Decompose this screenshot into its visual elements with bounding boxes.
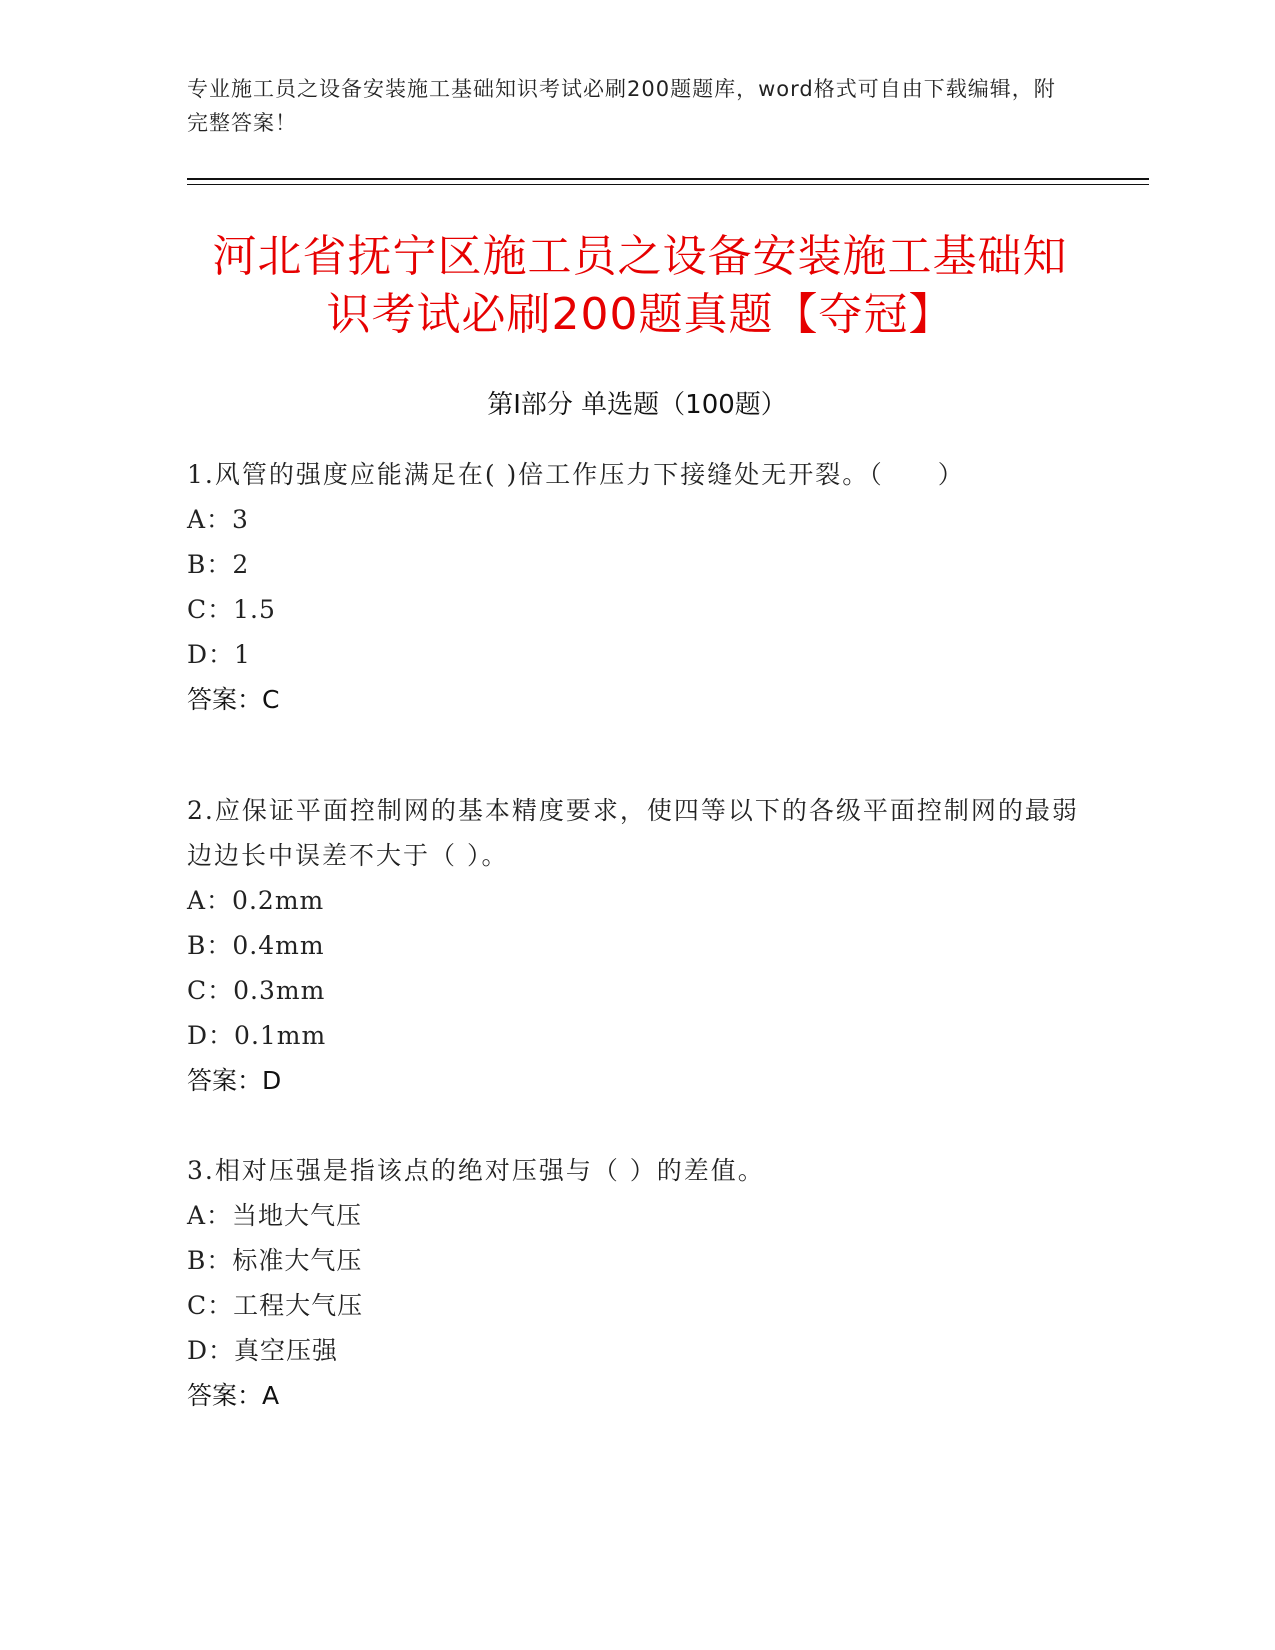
option-d: D：0.1mm <box>187 1021 327 1050</box>
section-heading: 第I部分 单选题（100题） <box>487 390 787 420</box>
option-c: C：1.5 <box>187 595 276 624</box>
option-c: C：0.3mm <box>187 976 326 1005</box>
question-1 <box>187 452 1087 722</box>
option-a: A：3 <box>187 505 249 534</box>
option-d: D：1 <box>187 640 251 669</box>
answer: 答案：C <box>187 685 280 714</box>
option-b: B：0.4mm <box>187 931 325 960</box>
question-text: 3.相对压强是指该点的绝对压强与（ ）的差值。 <box>187 1156 765 1185</box>
answer: 答案：A <box>187 1381 280 1410</box>
option-a: A：当地大气压 <box>187 1201 363 1230</box>
question-3 <box>187 1148 1087 1418</box>
question-text: 2.应保证平面控制网的基本精度要求，使四等以下的各级平面控制网的最弱边边长中误差不大于（ ）。 <box>187 796 1079 870</box>
header-note: 专业施工员之设备安装施工基础知识考试必刷200题题库，word格式可自由下载编辑，附完整答案！ <box>187 77 1056 135</box>
option-d: D：真空压强 <box>187 1336 339 1365</box>
option-b: B：2 <box>187 550 250 579</box>
question-2 <box>187 788 1087 1103</box>
question-text: 1.风管的强度应能满足在( )倍工作压力下接缝处无开裂。（ ） <box>187 460 965 489</box>
header-divider-thick <box>187 178 1149 180</box>
option-b: B：标准大气压 <box>187 1246 363 1275</box>
document-title <box>170 228 1110 344</box>
header-divider-thin <box>187 184 1149 185</box>
answer: 答案：D <box>187 1066 282 1095</box>
title-line-2: 识考试必刷200题真题【夺冠】 <box>326 289 954 340</box>
title-line-1: 河北省抚宁区施工员之设备安装施工基础知 <box>212 231 1068 282</box>
option-c: C：工程大气压 <box>187 1291 364 1320</box>
option-a: A：0.2mm <box>187 886 325 915</box>
